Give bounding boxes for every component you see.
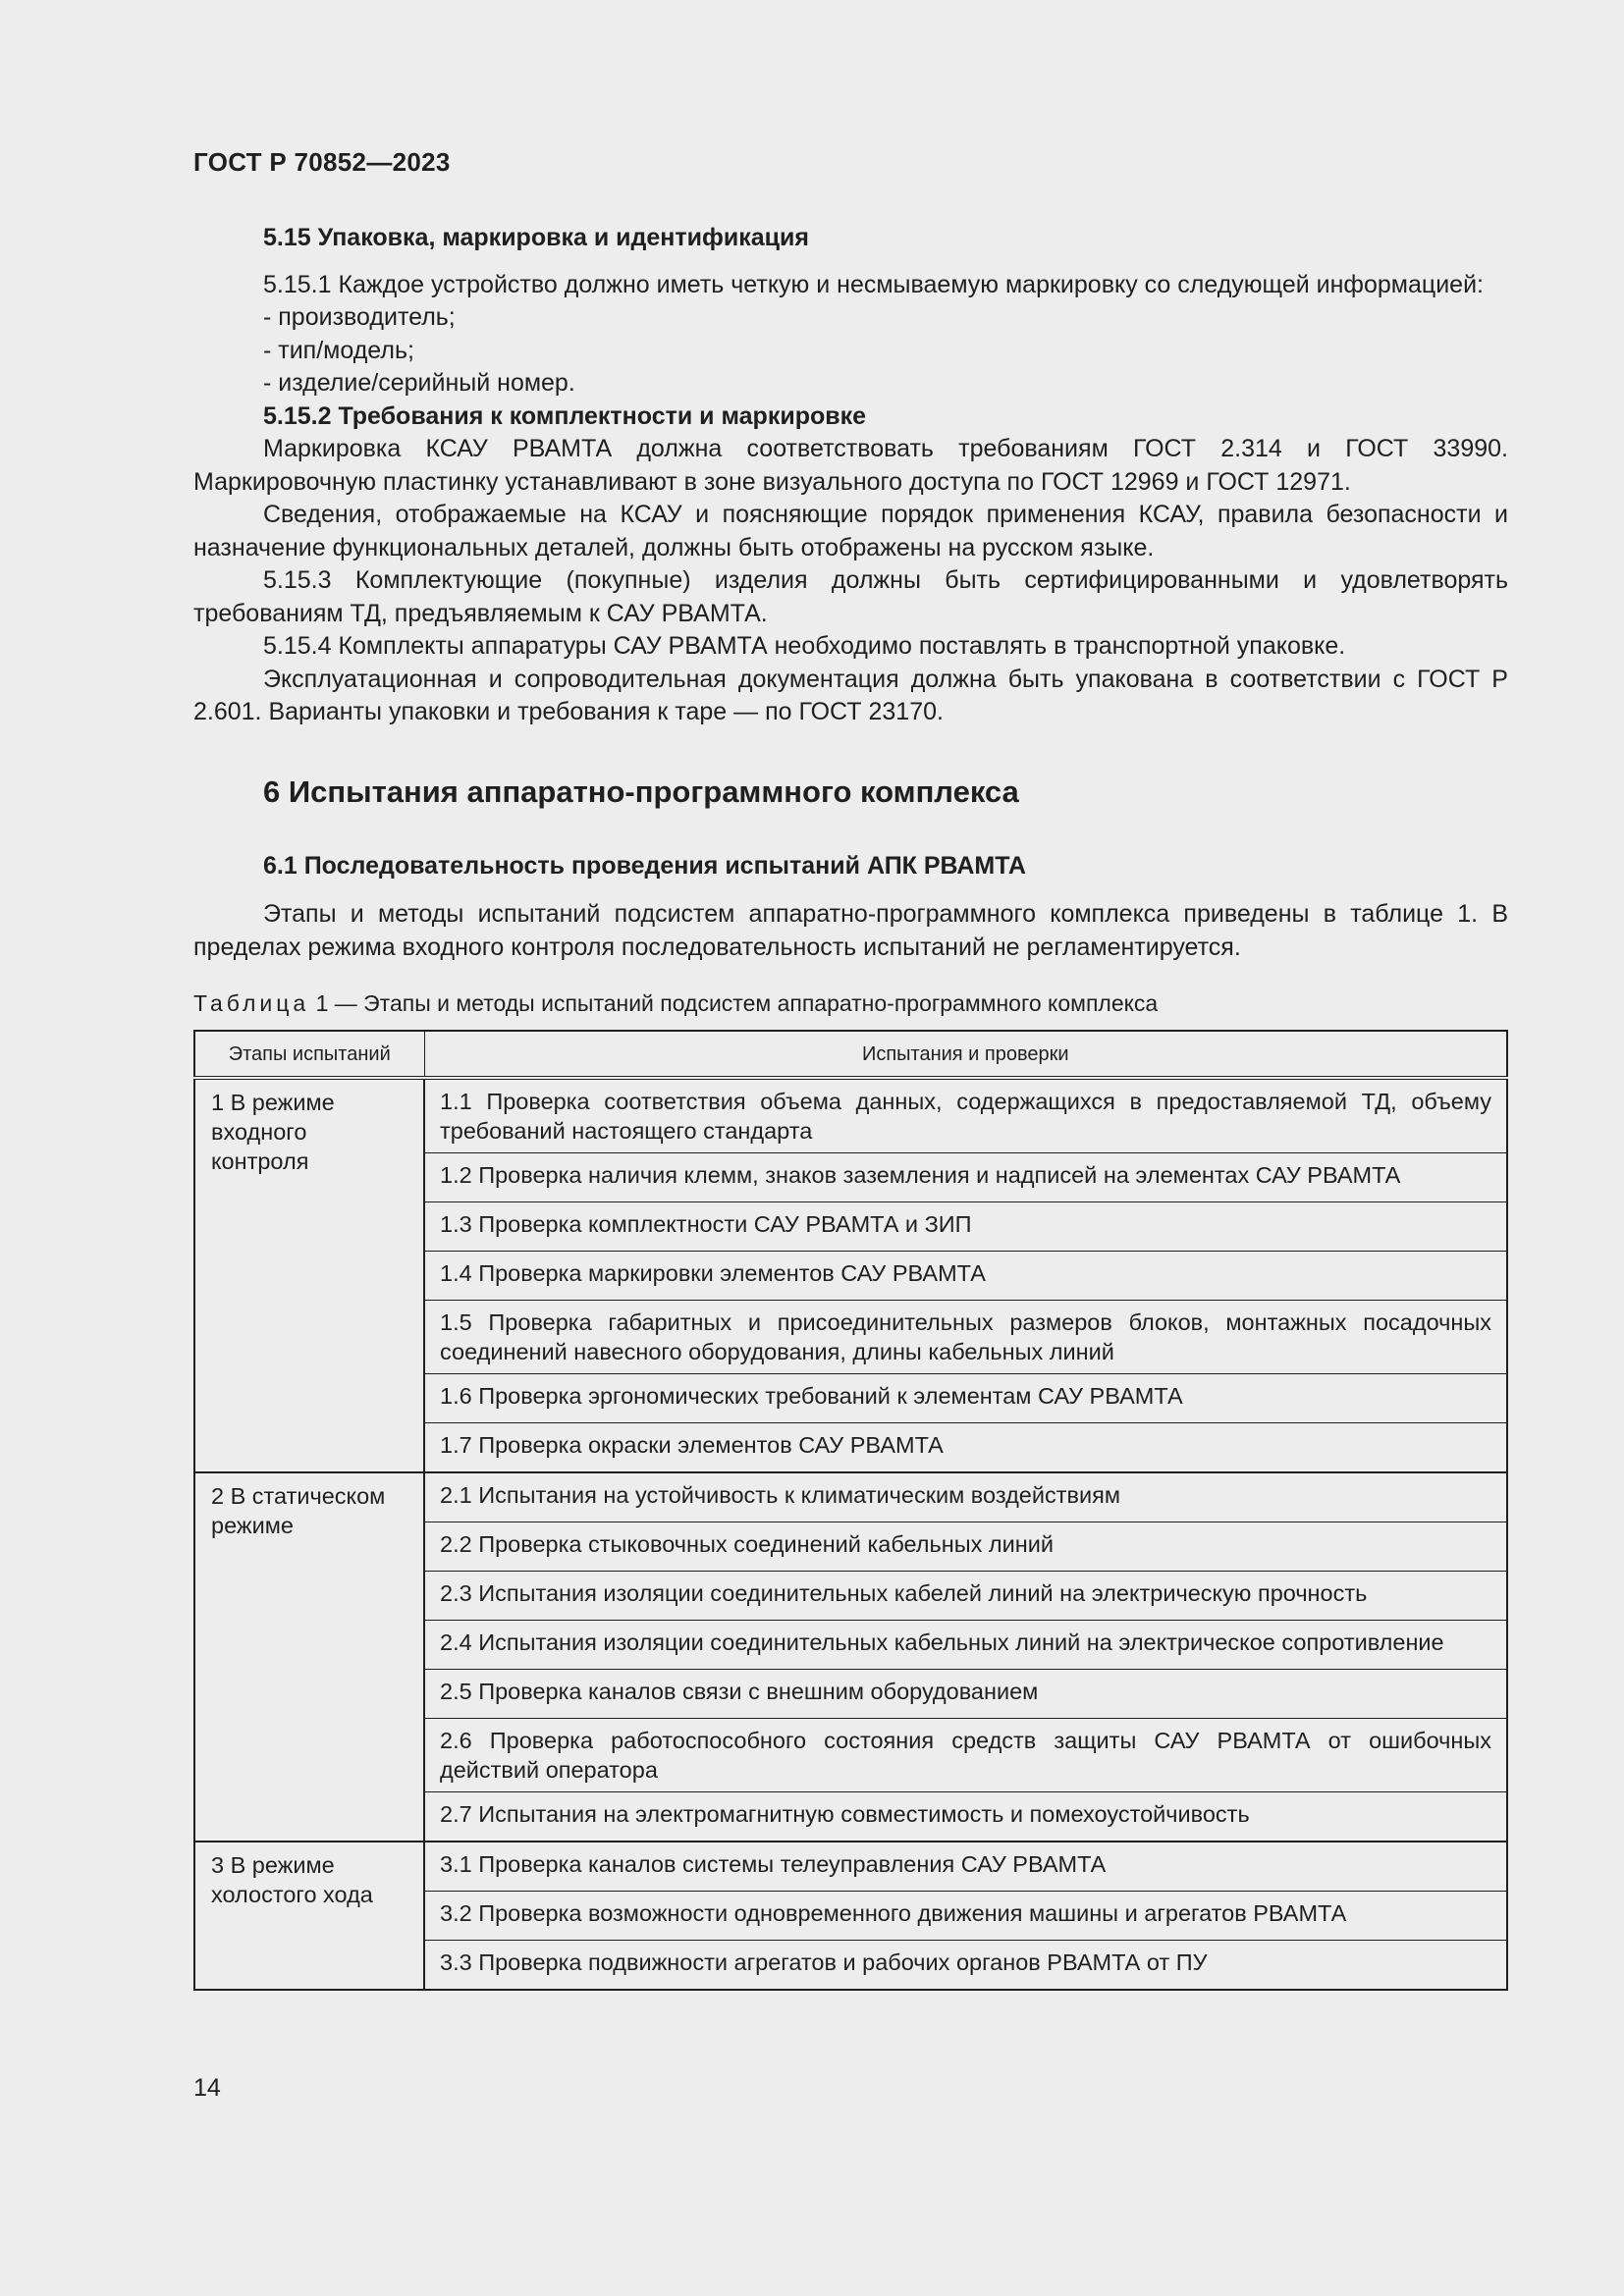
paragraph-5-15-1: 5.15.1 Каждое устройство должно иметь четкую и несмываемую маркировку со следующей информацией: — [263, 270, 1484, 298]
paragraph-marking: Маркировка КСАУ РВАМТА должна соответствовать требованиям ГОСТ 2.314 и ГОСТ 33990. Маркировочную пластинку устанавливают в зоне визуального доступа по ГОСТ 12969 и ГОСТ 12971. — [193, 435, 1508, 496]
section-5-15-2-heading: 5.15.2 Требования к комплектности и маркировке — [263, 401, 867, 430]
list-item-type-model: - тип/модель; — [263, 336, 414, 364]
list-item-serial-number: - изделие/серийный номер. — [263, 369, 575, 397]
check-cell: 2.4 Испытания изоляции соединительных кабельных линий на электрическое сопротивление — [424, 1621, 1507, 1670]
document-id: ГОСТ Р 70852—2023 — [193, 147, 451, 177]
check-cell: 2.5 Проверка каналов связи с внешним оборудованием — [424, 1670, 1507, 1719]
check-cell: 1.5 Проверка габаритных и присоединительных размеров блоков, монтажных посадочных соединений навесного оборудования, длины кабельных линий — [424, 1301, 1507, 1374]
stage-cell: 3 В режиме холостого хода — [194, 1842, 424, 1990]
check-cell: 3.3 Проверка подвижности агрегатов и рабочих органов РВАМТА от ПУ — [424, 1941, 1507, 1991]
check-cell: 1.6 Проверка эргономических требований к элементам САУ РВАМТА — [424, 1374, 1507, 1423]
check-cell: 1.1 Проверка соответствия объема данных, содержащихся в предоставляемой ТД, объему требований настоящего стандарта — [424, 1078, 1507, 1153]
header-stages: Этапы испытаний — [194, 1031, 424, 1078]
check-cell: 2.3 Испытания изоляции соединительных кабелей линий на электрическую прочность — [424, 1572, 1507, 1621]
paragraph-information: Сведения, отображаемые на КСАУ и поясняющие порядок применения КСАУ, правила безопасности и назначение функциональных деталей, должны быть отображены на русском языке. — [193, 501, 1508, 561]
check-cell: 2.7 Испытания на электромагнитную совместимость и помехоустойчивость — [424, 1792, 1507, 1842]
table-row — [194, 1472, 1507, 1522]
check-cell: 3.1 Проверка каналов системы телеуправления САУ РВАМТА — [424, 1842, 1507, 1892]
paragraph-5-15-3: 5.15.3 Комплектующие (покупные) изделия должны быть сертифицированными и удовлетворять требованиям ТД, предъявляемым к САУ РВАМТА. — [193, 566, 1508, 627]
check-cell: 2.1 Испытания на устойчивость к климатическим воздействиям — [424, 1472, 1507, 1522]
table-caption-label: Таблица — [193, 990, 310, 1016]
table-header-row — [194, 1031, 1507, 1078]
list-item-manufacturer: - производитель; — [263, 303, 456, 331]
tests-table — [193, 1030, 1508, 1991]
paragraph-documentation: Эксплуатационная и сопроводительная документация должна быть упакована в соответствии с ГОСТ Р 2.601. Варианты упаковки и требования к таре — по ГОСТ 23170. — [193, 665, 1508, 725]
check-cell: 2.2 Проверка стыковочных соединений кабельных линий — [424, 1522, 1507, 1572]
check-cell: 2.6 Проверка работоспособного состояния средств защиты САУ РВАМТА от ошибочных действий оператора — [424, 1719, 1507, 1792]
section-5-15-heading: 5.15 Упаковка, маркировка и идентификация — [263, 224, 809, 251]
page-content — [193, 222, 1508, 1991]
paragraph-5-15-4: 5.15.4 Комплекты аппаратуры САУ РВАМТА необходимо поставлять в транспортной упаковке. — [263, 632, 1346, 660]
stage-cell: 2 В статическом режиме — [194, 1472, 424, 1842]
table-row — [194, 1842, 1507, 1892]
table-row — [194, 1078, 1507, 1153]
check-cell: 1.3 Проверка комплектности САУ РВАМТА и ЗИП — [424, 1202, 1507, 1252]
page-number: 14 — [193, 2074, 221, 2102]
table-caption — [193, 988, 1508, 1018]
section-6-1-heading: 6.1 Последовательность проведения испытаний АПК РВАМТА — [263, 851, 1026, 880]
stage-cell: 1 В режиме входного контроля — [194, 1078, 424, 1472]
check-cell: 1.2 Проверка наличия клемм, знаков заземления и надписей на элементах САУ РВАМТА — [424, 1153, 1507, 1202]
section-6-heading: 6 Испытания аппаратно-программного комплекса — [263, 774, 1019, 809]
table-caption-text: 1 — Этапы и методы испытаний подсистем аппаратно-программного комплекса — [309, 990, 1159, 1016]
check-cell: 1.7 Проверка окраски элементов САУ РВАМТА — [424, 1423, 1507, 1473]
check-cell: 3.2 Проверка возможности одновременного движения машины и агрегатов РВАМТА — [424, 1892, 1507, 1941]
header-checks: Испытания и проверки — [424, 1031, 1507, 1078]
paragraph-6-1-intro: Этапы и методы испытаний подсистем аппаратно-программного комплекса приведены в таблице 1. В пределах режима входного контроля последовательность испытаний не регламентируется. — [193, 900, 1508, 961]
check-cell: 1.4 Проверка маркировки элементов САУ РВАМТА — [424, 1252, 1507, 1301]
